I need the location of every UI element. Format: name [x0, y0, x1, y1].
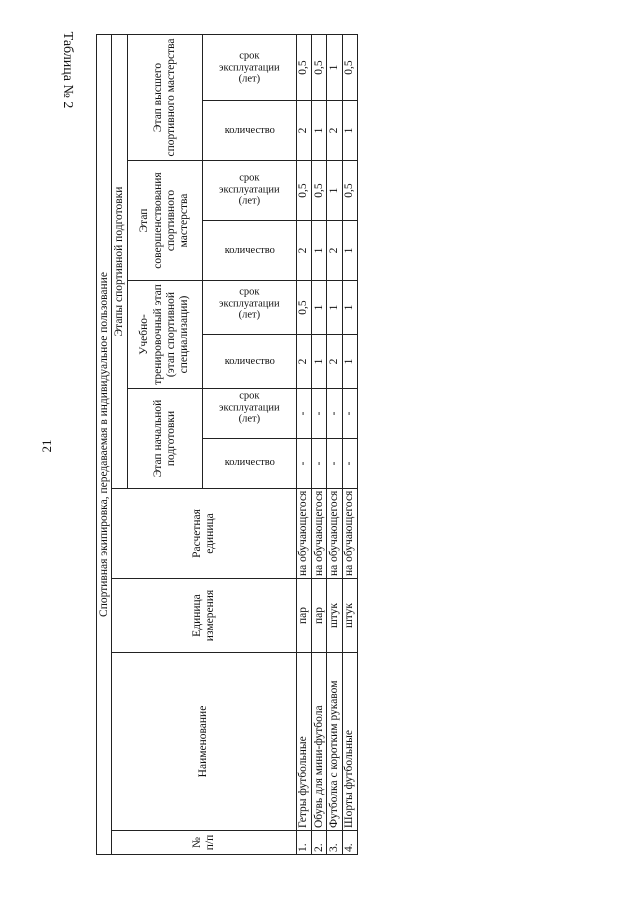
row-value: 2	[327, 335, 342, 389]
row-number: 4.	[342, 831, 357, 855]
equipment-table	[96, 34, 358, 855]
row-value: -	[327, 439, 342, 489]
row-value: 0,5	[296, 161, 311, 221]
header-stage-4: Этап высшего спортивного мастерства	[127, 34, 202, 160]
header-term-line: эксплуатации	[218, 401, 280, 413]
row-unit: пар	[296, 579, 311, 653]
row-value: 1	[327, 161, 342, 221]
header-term-label	[219, 286, 280, 321]
row-value: -	[342, 389, 357, 439]
row-unit: штук	[342, 579, 357, 653]
row-value: 1	[342, 221, 357, 281]
row-name: Футболка с коротким рукавом	[327, 653, 342, 831]
row-name: Обувь для мини-футбола	[312, 653, 327, 831]
header-term-line: эксплуатации	[218, 61, 280, 73]
header-stages-group: Этапы спортивной подготовки	[112, 34, 127, 488]
row-value: 0,5	[342, 161, 357, 221]
row-name: Гетры футбольные	[296, 653, 311, 831]
header-term	[203, 281, 297, 335]
row-value: 1	[312, 281, 327, 335]
row-value: 0,5	[342, 34, 357, 100]
header-term-line: (лет)	[238, 195, 260, 207]
row-value: 1	[312, 101, 327, 161]
header-quantity-label: количество	[224, 457, 275, 469]
header-term-line: эксплуатации	[218, 183, 280, 195]
row-calc-unit: на обучающегося	[296, 489, 311, 579]
table-title: Спортивная экипировка, передаваемая в индивидуальное пользование	[97, 34, 112, 854]
header-term-line: (лет)	[238, 309, 260, 321]
table-row	[296, 34, 311, 854]
header-term-line: срок	[238, 390, 260, 402]
row-unit: штук	[327, 579, 342, 653]
equipment-table-wrapper	[96, 35, 358, 855]
row-value: 0,5	[312, 161, 327, 221]
header-term-line: срок	[238, 172, 260, 184]
row-value: 1	[327, 34, 342, 100]
row-value: 1	[342, 281, 357, 335]
row-value: -	[342, 439, 357, 489]
header-quantity-label: количество	[224, 244, 275, 256]
row-value: 1	[312, 335, 327, 389]
header-quantity-label: количество	[224, 124, 275, 136]
header-quantity-label: количество	[224, 355, 275, 367]
row-unit: пар	[312, 579, 327, 653]
row-value: 2	[327, 221, 342, 281]
row-value: -	[296, 389, 311, 439]
header-term-line: срок	[238, 286, 260, 298]
header-quantity	[203, 335, 297, 389]
header-term-label	[219, 390, 280, 425]
header-term-line: (лет)	[238, 413, 260, 425]
table-row	[327, 34, 342, 854]
header-quantity	[203, 221, 297, 281]
row-value: 2	[296, 221, 311, 281]
page-number: 21	[39, 439, 54, 453]
row-value: 1	[342, 335, 357, 389]
row-calc-unit: на обучающегося	[327, 489, 342, 579]
row-value: 1	[327, 281, 342, 335]
header-term-label	[219, 50, 280, 85]
header-calc-unit: Расчетная единица	[112, 489, 297, 579]
header-term-label	[219, 172, 280, 207]
header-term	[203, 34, 297, 100]
header-stage-1: Этап начальной подготовки	[127, 389, 202, 489]
table-row	[312, 34, 327, 854]
row-value: -	[312, 439, 327, 489]
row-number: 1.	[296, 831, 311, 855]
row-value: 2	[327, 101, 342, 161]
row-value: 2	[296, 335, 311, 389]
header-quantity	[203, 101, 297, 161]
row-calc-unit: на обучающегося	[342, 489, 357, 579]
header-unit: Единица измерения	[112, 579, 297, 653]
header-term-line: эксплуатации	[218, 297, 280, 309]
row-number: 3.	[327, 831, 342, 855]
row-value: 0,5	[296, 34, 311, 100]
table-label: Таблица № 2	[60, 31, 75, 109]
table-row	[342, 34, 357, 854]
row-value: -	[327, 389, 342, 439]
header-stage-2: Учебно-тренировочный этап (этап спортивной специализации)	[127, 281, 202, 389]
header-term	[203, 161, 297, 221]
row-value: 1	[312, 221, 327, 281]
header-term	[203, 389, 297, 439]
header-term-line: (лет)	[238, 73, 260, 85]
row-value: -	[312, 389, 327, 439]
header-num: № п/п	[112, 831, 297, 855]
header-quantity	[203, 439, 297, 489]
row-name: Шорты футбольные	[342, 653, 357, 831]
row-value: 2	[296, 101, 311, 161]
row-calc-unit: на обучающегося	[312, 489, 327, 579]
header-name: Наименование	[112, 653, 297, 831]
header-term-line: срок	[238, 50, 260, 62]
table-body	[296, 34, 357, 854]
row-value: 0,5	[312, 34, 327, 100]
row-value: 0,5	[296, 281, 311, 335]
row-number: 2.	[312, 831, 327, 855]
row-value: -	[296, 439, 311, 489]
row-value: 1	[342, 101, 357, 161]
header-stage-3: Этап совершенствования спортивного мастерства	[127, 161, 202, 281]
